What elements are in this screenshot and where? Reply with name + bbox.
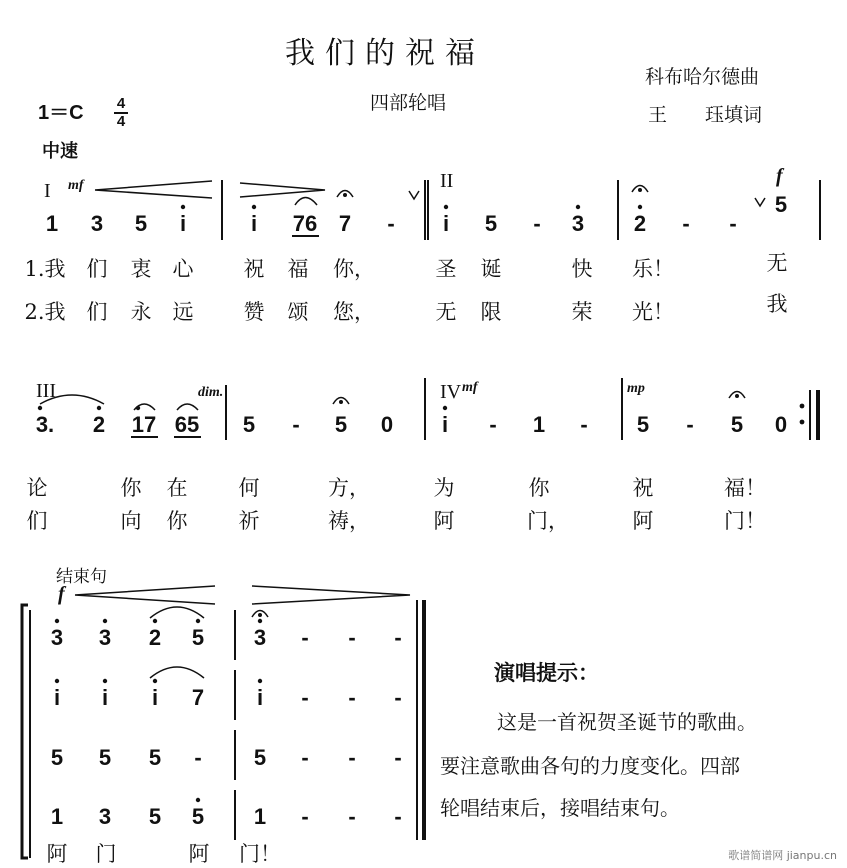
note: 1 [253,804,267,829]
note: 5 [334,412,348,437]
note: 3 [90,211,104,236]
note: 5 [636,412,650,437]
lyric: 阿 [632,509,654,533]
note: 5 [50,745,64,770]
note: 5 [191,625,205,650]
dash: - [348,625,356,650]
lyric: 何 [238,476,260,500]
tips-line-2: 要注意歌曲各句的力度变化。四部 [440,754,740,778]
note-pair: 17 [131,412,157,437]
lyric: 祝 [243,257,265,281]
note: 5 [484,211,498,236]
lyric: 你 [120,476,142,500]
lyric: 无 [435,300,457,324]
note: 5 [134,211,148,236]
lyric: 阿 [46,842,68,866]
note: 5 [98,745,112,770]
part-label-2: II [440,170,454,192]
note: i [442,211,450,236]
lyric: 乐！ [632,257,674,281]
lyric: 门， [527,509,569,533]
tempo-marking: 中速 [42,141,78,162]
dash: - [292,412,300,437]
note: 2 [92,412,106,437]
note: 5 [191,804,205,829]
note: 5 [730,412,744,437]
lyric: 方， [328,476,370,500]
song-title: 我们的祝福 [285,36,485,71]
lyric: 门！ [239,842,281,866]
lyric: 祝 [632,476,654,500]
note: 5 [774,192,788,217]
dynamic-dim: dim. [198,385,224,400]
lyric: 阿 [188,842,210,866]
note: i [101,685,109,710]
rest: 0 [380,412,394,437]
watermark: 歌谱简谱网 jianpu.cn [728,849,837,862]
dash: - [348,685,356,710]
lyric: 赞 [243,300,265,324]
key-signature: 1＝C [38,102,84,124]
lyric: 快 [571,257,593,281]
dash: - [394,625,402,650]
note: 7 [191,685,205,710]
note: 2 [148,625,162,650]
note: 1 [532,412,546,437]
dash: - [301,625,309,650]
dash: - [394,745,402,770]
dash: - [194,745,202,770]
note: 1 [45,211,59,236]
composer-credit: 科布哈尔德曲 [645,66,760,88]
note: i [179,211,187,236]
lyric: 论 [26,476,48,500]
lyric: 我 [766,292,788,316]
note: 5 [148,745,162,770]
note: 3 [50,625,64,650]
dynamic-f-ending: f [58,583,65,605]
lyric: 为 [433,476,455,500]
lyric: 限 [480,300,502,324]
lyric: 衷 [130,257,152,281]
lyric: 1.我 [24,257,66,281]
note: 5 [253,745,267,770]
lyric: 光！ [632,300,674,324]
dash: - [533,211,541,236]
lyric: 颂 [287,300,309,324]
lyric: 福 [287,257,309,281]
part-label-4: IV [440,381,462,403]
note: i [441,412,449,437]
dash: - [682,211,690,236]
lyric: 在 [166,476,188,500]
part-label-1: I [44,180,51,202]
note: 5 [242,412,256,437]
note: i [53,685,61,710]
lyric: 2.我 [24,300,66,324]
lyric: 心 [172,257,194,281]
rest: 0 [774,412,788,437]
dash: - [348,804,356,829]
part-label-3: III [36,380,56,402]
tips-heading: 演唱提示： [494,661,599,685]
note-pair: 76 [292,211,318,236]
dash: - [394,685,402,710]
note: 5 [148,804,162,829]
tips-line-1: 这是一首祝贺圣诞节的歌曲。 [497,710,757,734]
dash: - [301,745,309,770]
lyric: 门 [95,842,117,866]
lyric: 永 [130,300,152,324]
note: i [256,685,264,710]
time-bottom: 4 [116,113,126,130]
lyric: 你， [333,257,375,281]
lyric: 们 [86,257,108,281]
lyricist-family: 王 [648,104,668,126]
song-subtitle: 四部轮唱 [370,92,447,114]
dash: - [301,685,309,710]
note-pair: 65 [174,412,200,437]
tips-line-3: 轮唱结束后，接唱结束句。 [440,796,680,820]
dynamic-mf-2: mf [462,380,478,395]
lyric: 圣 [435,257,457,281]
dash: - [301,804,309,829]
dash: - [348,745,356,770]
lyric: 无 [766,251,788,275]
note: i [250,211,258,236]
note: 3 [98,804,112,829]
dynamic-mf-1: mf [68,178,84,193]
dash: - [394,804,402,829]
lyricist-credit: 珏填词 [705,104,763,126]
ending-label: 结束句 [56,567,107,587]
lyric: 门！ [724,509,766,533]
note: 3 [98,625,112,650]
lyric: 你 [166,509,188,533]
dash: - [489,412,497,437]
note: 3. [35,412,55,437]
note: 2 [633,211,647,236]
note: 3 [571,211,585,236]
dash: - [580,412,588,437]
lyric: 们 [86,300,108,324]
lyric: 荣 [571,300,593,324]
lyric: 们 [26,509,48,533]
lyric: 远 [172,300,194,324]
note: 3 [253,625,267,650]
lyric: 祈 [238,509,260,533]
lyric: 福！ [724,476,766,500]
lyric: 诞 [480,257,502,281]
lyric: 你 [528,476,550,500]
dash: - [686,412,694,437]
note: i [151,685,159,710]
dynamic-mp: mp [627,381,645,396]
time-top: 4 [116,95,126,112]
dash: - [729,211,737,236]
lyric: 向 [120,509,142,533]
dynamic-f: f [776,165,783,187]
lyric: 您， [333,300,375,324]
note: 7 [338,211,352,236]
dash: - [387,211,395,236]
note: 1 [50,804,64,829]
lyric: 祷， [328,509,370,533]
lyric: 阿 [433,509,455,533]
